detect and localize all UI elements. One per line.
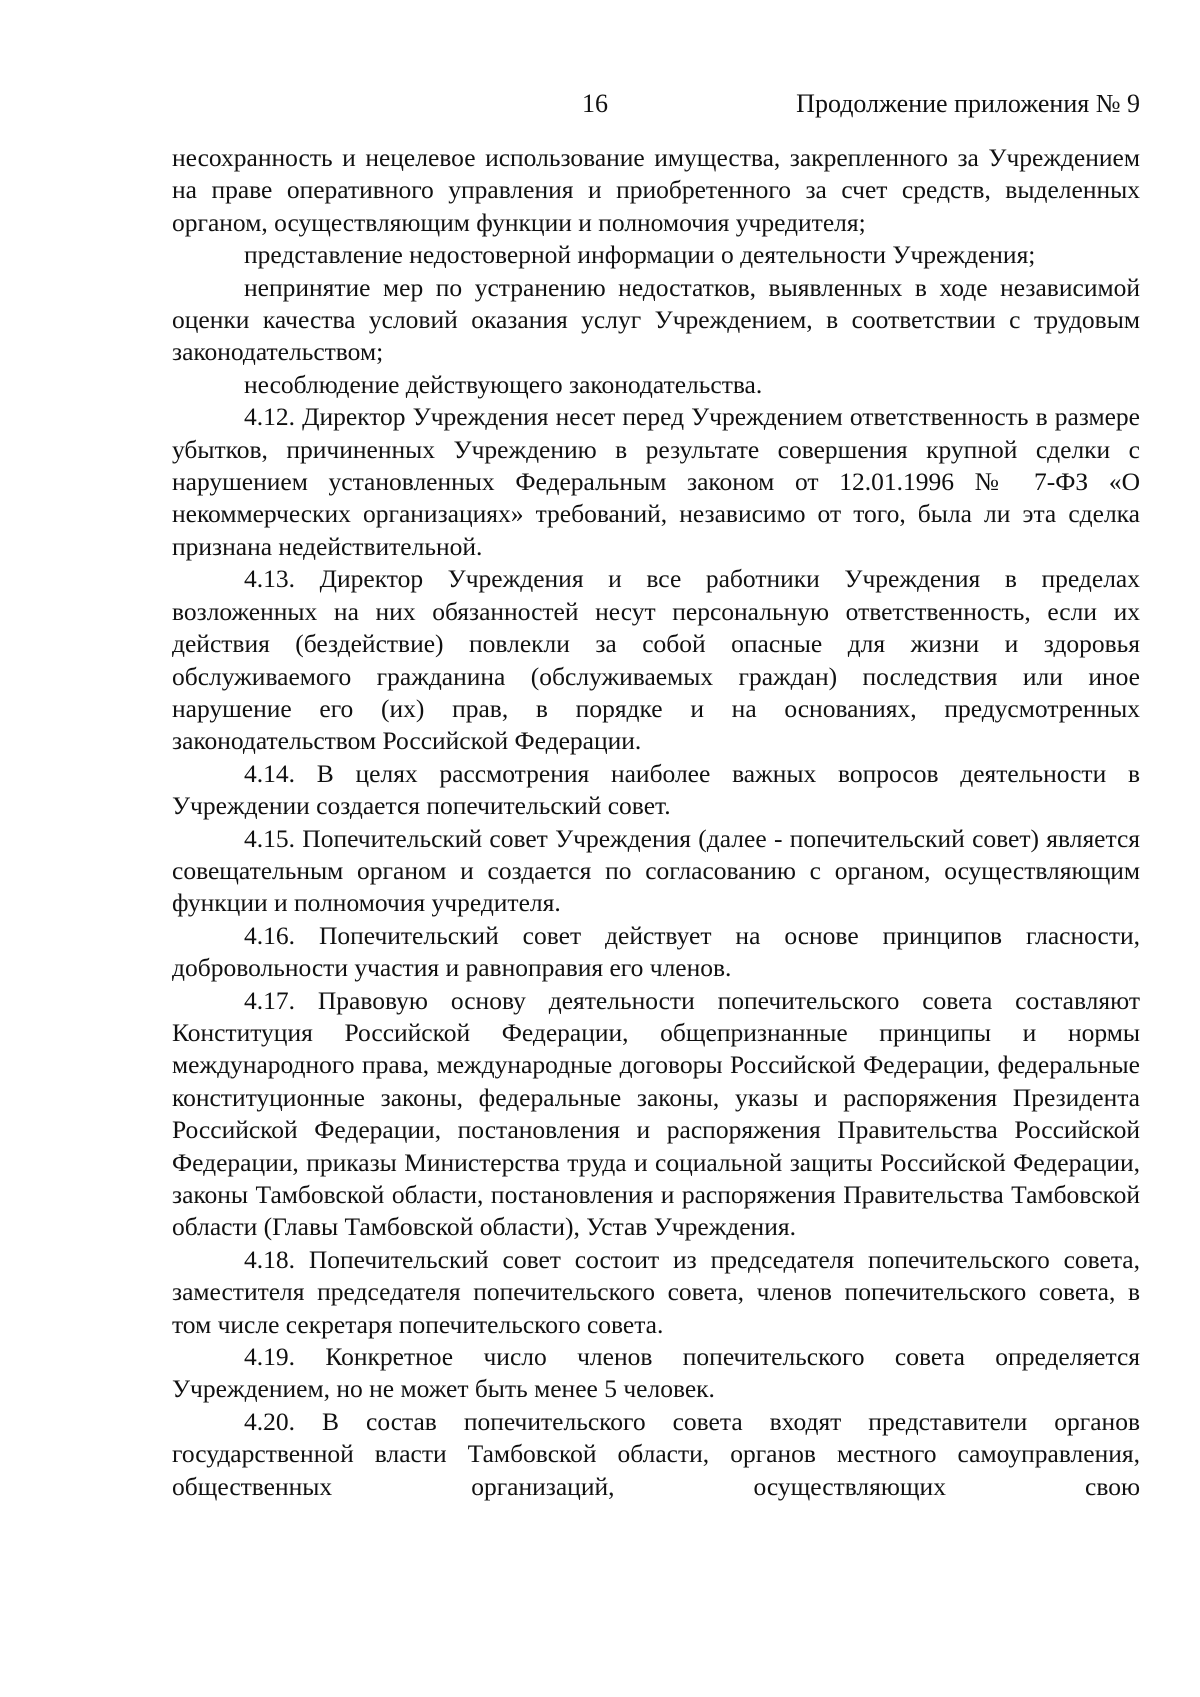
paragraph: непринятие мер по устранению недостатков, выявленных в ходе независимой оценки качества условий оказания услуг Учреждением, в соответствии с трудовым законодательством; xyxy=(172,272,1140,367)
document-body xyxy=(172,142,1140,1503)
paragraph-4-20: 4.20. В состав попечительского совета входят представители органов государственной власти Тамбовской области, органов местного самоуправления, общественных организаций, осуществляющих свою xyxy=(172,1406,1140,1501)
page-header xyxy=(172,84,1140,124)
paragraph-4-12: 4.12. Директор Учреждения несет перед Учреждением ответственность в размере убытков, причиненных Учреждению в результате совершения крупной сделки с нарушением установленных Федеральным законом от 12.01.1996 № 7-ФЗ «О некоммерческих организациях» требований, независимо от того, была ли эта сделка признана недействительной. xyxy=(172,402,1140,561)
paragraph-4-15: 4.15. Попечительский совет Учреждения (далее - попечительский совет) является совещательным органом и создается по согласованию с органом, осуществляющим функции и полномочия учредителя. xyxy=(172,823,1140,918)
paragraph-4-19: 4.19. Конкретное число членов попечительского совета определяется Учреждением, но не может быть менее 5 человек. xyxy=(172,1342,1140,1404)
paragraph: несоблюдение действующего законодательства. xyxy=(244,369,763,399)
paragraph-4-17: 4.17. Правовую основу деятельности попечительского совета составляют Конституция Российской Федерации, общепризнанные принципы и нормы международного права, международные договоры Российской Федерации, федеральные конституционные законы, федеральные законы, указы и распоряжения Президента Российской Федерации, постановления и распоряжения Правительства Российской Федерации, приказы Министерства труда и социальной защиты Российской Федерации, законы Тамбовской области, постановления и распоряжения Правительства Тамбовской области (Главы Тамбовской области), Устав Учреждения. xyxy=(172,985,1140,1242)
paragraph-4-16: 4.16. Попечительский совет действует на основе принципов гласности, добровольности участия и равноправия его членов. xyxy=(172,920,1140,983)
paragraph: несохранность и нецелевое использование имущества, закрепленного за Учреждением на праве оперативного управления и приобретенного за счет средств, выделенных органом, осуществляющим функции и полномочия учредителя; xyxy=(172,143,1140,237)
paragraph-4-18: 4.18. Попечительский совет состоит из председателя попечительского совета, заместителя председателя попечительского совета, членов попечительского совета, в том числе секретаря попечительского совета. xyxy=(172,1244,1140,1339)
paragraph: представление недостоверной информации о деятельности Учреждения; xyxy=(244,240,1036,270)
appendix-label: Продолжение приложения № 9 xyxy=(796,89,1140,118)
paragraph-4-13: 4.13. Директор Учреждения и все работники Учреждения в пределах возложенных на них обязанностей несут персональную ответственность, если их действия (бездействие) повлекли за собой опасные для жизни и здоровья обслуживаемого гражданина (обслуживаемых граждан) последствия или иное нарушение его (их) прав, в порядке и на основаниях, предусмотренных законодательством Российской Федерации. xyxy=(172,564,1140,756)
paragraph-4-14: 4.14. В целях рассмотрения наиболее важных вопросов деятельности в Учреждении создается попечительский совет. xyxy=(172,758,1140,821)
page-number: 16 xyxy=(582,89,608,118)
